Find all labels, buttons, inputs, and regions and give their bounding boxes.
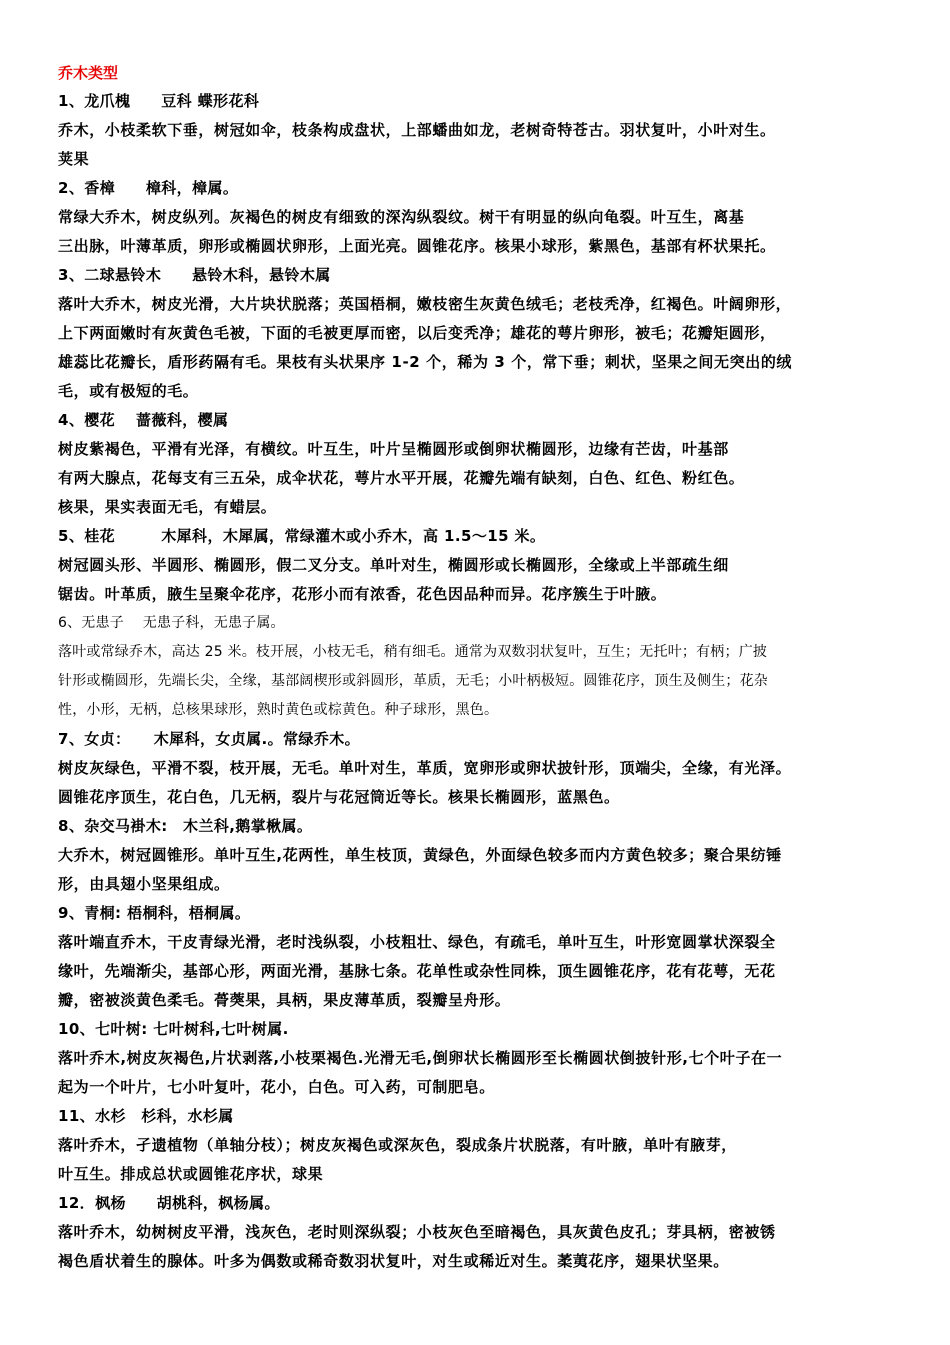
entry-heading: 4、樱花 蔷薇科，樱属	[58, 411, 229, 429]
entry-description-line: 树皮灰绿色，平滑不裂，枝开展，无毛。单叶对生，革质，宽卵形或卵状披针形，顶端尖，全缘，有光泽。	[58, 759, 792, 777]
entry-description-line: 针形或椭圆形，先端长尖，全缘，基部阔楔形或斜圆形，革质，无毛；小叶柄极短。圆锥花序，顶生及侧生；花杂	[58, 673, 768, 689]
entry-block	[58, 812, 898, 899]
entry-block	[58, 406, 898, 522]
entry-heading: 8、杂交马褂木: 木兰科,鹅掌楸属。	[58, 817, 313, 835]
entry-block	[58, 1102, 898, 1189]
entry-block	[58, 1015, 898, 1102]
entry-description-line: 落叶或常绿乔木，高达 25 米。枝开展，小枝无毛，稍有细毛。通常为双数羽状复叶，互生；无托叶；有柄；广披	[58, 644, 768, 660]
entry-heading: 3、二球悬铃木 悬铃木科，悬铃木属	[58, 266, 331, 284]
entry-description-line: 落叶端直乔木，干皮青绿光滑，老时浅纵裂，小枝粗壮、绿色，有疏毛，单叶互生，叶形宽圆掌状深裂全	[58, 933, 776, 951]
entry-description-line: 荚果	[58, 150, 90, 168]
entry-heading: 11、水杉 杉科，水杉属	[58, 1107, 234, 1125]
entry-description-line: 核果，果实表面无毛，有蜡层。	[58, 498, 277, 516]
entry-description-line: 锯齿。叶革质，腋生呈聚伞花序，花形小而有浓香，花色因品种而异。花序簇生于叶腋。	[58, 585, 667, 603]
entry-description-line: 叶互生。排成总状或圆锥花序状，球果	[58, 1165, 324, 1183]
entry-description-line: 性，小形，无柄，总核果球形，熟时黄色或棕黄色。种子球形，黑色。	[58, 702, 499, 718]
entry-description-line: 形，由具翅小坚果组成。	[58, 875, 230, 893]
entry-block	[58, 522, 898, 609]
entry-description-line: 常绿大乔木，树皮纵列。灰褐色的树皮有细致的深沟纵裂纹。树干有明显的纵向龟裂。叶互生，离基	[58, 208, 745, 226]
entry-description-line: 瓣，密被淡黄色柔毛。蓇葖果，具柄，果皮薄革质，裂瓣呈舟形。	[58, 991, 511, 1009]
entry-description-line: 起为一个叶片，七小叶复叶，花小，白色。可入药，可制肥皂。	[58, 1078, 495, 1096]
entry-heading: 7、女贞： 木犀科，女贞属.。常绿乔木。	[58, 730, 361, 748]
entry-block	[58, 899, 898, 1015]
entry-description-line: 树皮紫褐色，平滑有光泽，有横纹。叶互生，叶片呈椭圆形或倒卵状椭圆形，边缘有芒齿，叶基部	[58, 440, 729, 458]
document-title: 乔木类型	[58, 64, 119, 82]
entry-description-line: 乔木，小枝柔软下垂，树冠如伞，枝条构成盘状，上部蟠曲如龙，老树奇特苍古。羽状复叶，小叶对生。	[58, 121, 776, 139]
entry-block	[58, 725, 898, 812]
entry-description-line: 缘叶，先端渐尖，基部心形，两面光滑，基脉七条。花单性或杂性同株，顶生圆锥花序，花有花萼，无花	[58, 962, 776, 980]
entry-block	[58, 261, 898, 406]
entry-description-line: 三出脉，叶薄革质，卵形或椭圆状卵形，上面光亮。圆锥花序。核果小球形，紫黑色，基部有杯状果托。	[58, 237, 776, 255]
entry-description-line: 褐色盾状着生的腺体。叶多为偶数或稀奇数羽状复叶，对生或稀近对生。葇荑花序，翅果状坚果。	[58, 1252, 729, 1270]
document-page	[58, 60, 898, 1276]
entry-heading: 5、桂花 木犀科，木犀属，常绿灌木或小乔木，高 1.5～15 米。	[58, 527, 546, 545]
entry-heading: 1、龙爪槐 豆科 蝶形花科	[58, 92, 260, 110]
entry-heading: 9、青桐: 梧桐科，梧桐属。	[58, 904, 251, 922]
entry-block	[58, 1189, 898, 1276]
entry-heading: 12．枫杨 胡桃科，枫杨属。	[58, 1194, 280, 1212]
entry-description-line: 落叶大乔木，树皮光滑，大片块状脱落；英国梧桐，嫩枝密生灰黄色绒毛；老枝秃净，红褐色。叶阔卵形，	[58, 295, 792, 313]
entry-description-line: 落叶乔木，孑遗植物（单轴分枝）；树皮灰褐色或深灰色，裂成条片状脱落，有叶腋，单叶有腋芽，	[58, 1136, 737, 1154]
entry-description-line: 树冠圆头形、半圆形、椭圆形，假二叉分支。单叶对生，椭圆形或长椭圆形，全缘或上半部疏生细	[58, 556, 729, 574]
entry-description-line: 圆锥花序顶生，花白色，几无柄，裂片与花冠筒近等长。核果长椭圆形，蓝黑色。	[58, 788, 620, 806]
entry-description-line: 落叶乔木，幼树树皮平滑，浅灰色，老时则深纵裂；小枝灰色至暗褐色，具灰黄色皮孔；芽具柄，密被锈	[58, 1223, 776, 1241]
entry-block	[58, 87, 898, 174]
entry-list	[58, 87, 898, 1276]
entry-description-line: 毛，或有极短的毛。	[58, 382, 199, 400]
entry-description-line: 大乔木，树冠圆锥形。单叶互生,花两性，单生枝顶，黄绿色，外面绿色较多而内方黄色较多；聚合果纺锤	[58, 846, 782, 864]
entry-heading: 6、无患子 无患子科，无患子属。	[58, 615, 285, 631]
entry-block	[58, 174, 898, 261]
entry-block	[58, 609, 898, 725]
entry-description-line: 落叶乔木,树皮灰褐色,片状剥落,小枝栗褐色.光滑无毛,倒卵状长椭圆形至长椭圆状倒披针形,七个叶子在一	[58, 1049, 783, 1067]
entry-description-line: 雄蕊比花瓣长，盾形药隔有毛。果枝有头状果序 1-2 个，稀为 3 个，常下垂；刺状，坚果之间无突出的绒	[58, 353, 793, 371]
entry-description-line: 上下两面嫩时有灰黄色毛被，下面的毛被更厚而密，以后变秃净；雄花的萼片卵形，被毛；花瓣矩圆形，	[58, 324, 776, 342]
entry-description-line: 有两大腺点，花每支有三五朵，成伞状花，萼片水平开展，花瓣先端有缺刻，白色、红色、粉红色。	[58, 469, 745, 487]
entry-heading: 10、七叶树: 七叶树科,七叶树属.	[58, 1020, 289, 1038]
entry-heading: 2、香樟 樟科，樟属。	[58, 179, 239, 197]
